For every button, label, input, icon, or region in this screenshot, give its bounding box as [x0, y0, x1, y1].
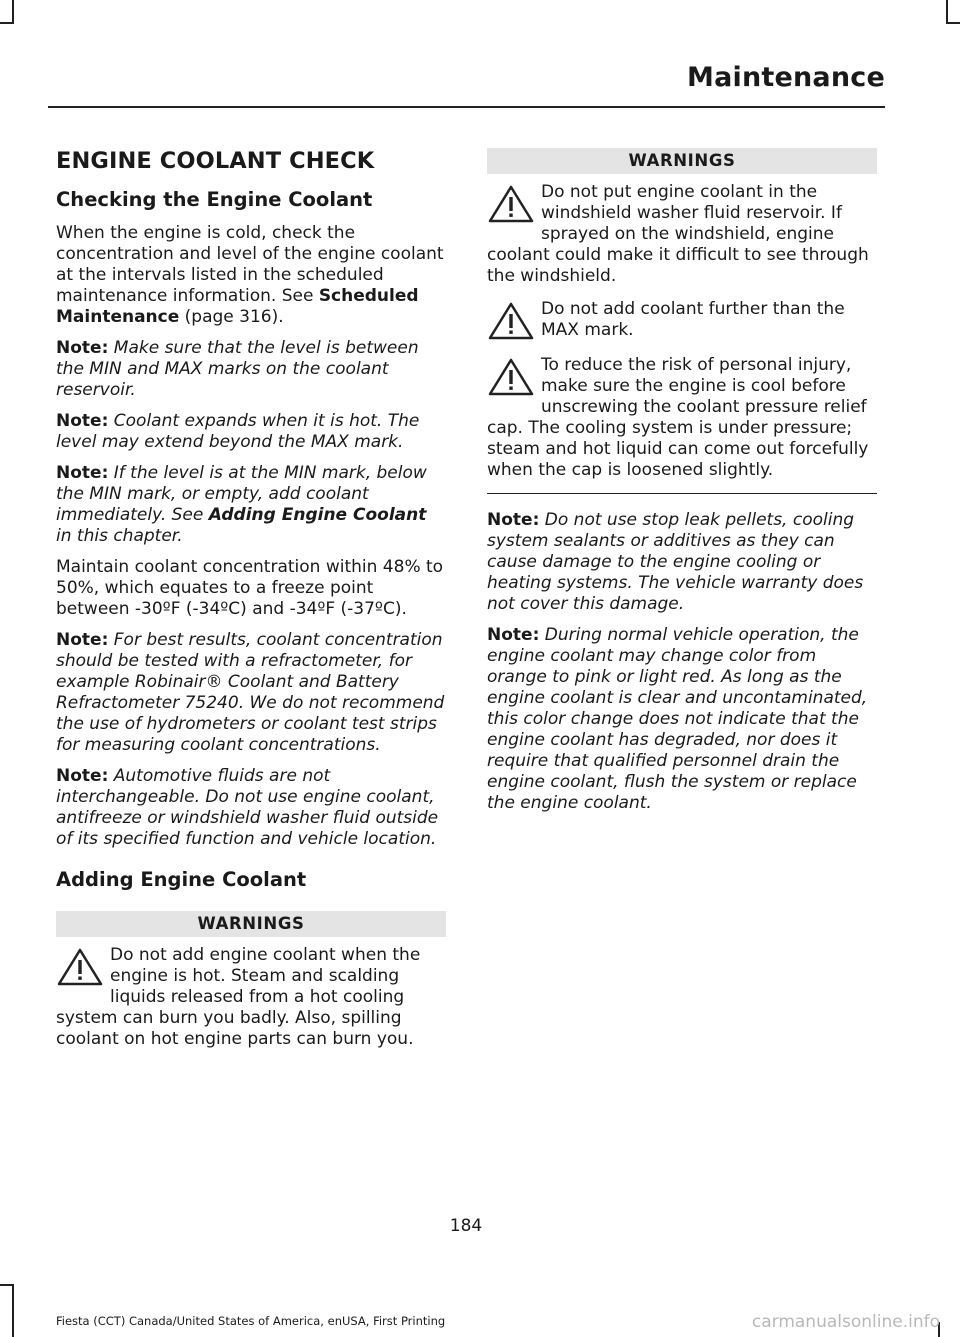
- intro-paragraph: When the engine is cold, check the concentration and level of the engine coolant at the intervals listed in the scheduled maintenance information. See Scheduled Maintenance (page 316).: [56, 223, 444, 327]
- note-paragraph: Note: Do not use stop leak pellets, cooling system sealants or additives as they can cause damage to the engine cooling or heating systems. The vehicle warranty does not cover this damage.: [487, 510, 864, 614]
- header-rule: [48, 106, 885, 108]
- watermark: carmanualsonline.info: [751, 1312, 940, 1332]
- link-scheduled-maintenance[interactable]: Scheduled Maintenance: [56, 286, 419, 327]
- warning-triangle-icon: [487, 301, 541, 343]
- warning-item: Do not add engine coolant when the engine is hot. Steam and scalding liquids released from a hot cooling system can burn you badly. Also, spilling coolant on hot engine parts can burn you.: [56, 945, 421, 1049]
- left-column: [56, 148, 446, 1062]
- crop-mark: [12, 1284, 14, 1337]
- warning-item: Do not put engine coolant in the windshield washer fluid reservoir. If sprayed on the windshield, engine coolant could make it difficult to see through the windshield.: [487, 182, 869, 286]
- warnings-end-rule: [487, 493, 877, 494]
- note-paragraph: Note: Coolant expands when it is hot. The level may extend beyond the MAX mark.: [56, 411, 420, 452]
- link-adding-engine-coolant[interactable]: Adding Engine Coolant: [208, 505, 427, 525]
- warning-triangle-icon: [56, 947, 110, 989]
- warning-triangle-icon: [487, 357, 541, 399]
- footer-text: Fiesta (CCT) Canada/United States of America, enUSA, First Printing: [56, 1314, 446, 1328]
- page-title: Maintenance: [687, 62, 885, 93]
- warnings-bar: WARNINGS: [56, 911, 446, 937]
- note-paragraph: Note: If the level is at the MIN mark, below the MIN mark, or empty, add coolant immediately. See Adding Engine Coolant in this chapter.: [56, 463, 427, 546]
- note-paragraph: Note: During normal vehicle operation, the engine coolant may change color from orange to pink or light red. As long as the engine coolant is clear and uncontaminated, this color change does not indicate that the engine coolant has degraded, nor does it require that qualified personnel drain the engine coolant, flush the system or replace the engine coolant.: [487, 625, 868, 813]
- crop-mark: [0, 22, 14, 24]
- subheading-checking: Checking the Engine Coolant: [56, 188, 373, 211]
- warning-item: Do not add coolant further than the MAX mark.: [487, 299, 877, 343]
- note-paragraph: Note: For best results, coolant concentration should be tested with a refractometer, for example Robinair® Coolant and Battery Refractometer 75240. We do not recommend the use of hydrometers or coolant test strips for measuring coolant concentrations.: [56, 630, 445, 755]
- crop-mark: [946, 22, 960, 24]
- warning-item: To reduce the risk of personal injury, make sure the engine is cool before unscrewing the coolant pressure relief cap. The cooling system is under pressure; steam and hot liquid can come out forcefully when the cap is loosened slightly.: [487, 355, 869, 480]
- concentration-paragraph: Maintain coolant concentration within 48% to 50%, which equates to a freeze point between -30ºF (-34ºC) and -34ºF (-37ºC).: [56, 557, 444, 619]
- right-column: [487, 148, 877, 824]
- crop-mark: [0, 1284, 14, 1286]
- warnings-bar: WARNINGS: [487, 148, 877, 174]
- crop-mark: [946, 0, 948, 24]
- crop-mark: [12, 0, 14, 24]
- warning-triangle-icon: [487, 184, 541, 226]
- note-paragraph: Note: Make sure that the level is between the MIN and MAX marks on the coolant reservoir.: [56, 338, 419, 400]
- note-paragraph: Note: Automotive fluids are not interchangeable. Do not use engine coolant, antifreeze or windshield washer fluid outside of its specified function and vehicle location.: [56, 766, 439, 849]
- section-heading: ENGINE COOLANT CHECK: [56, 148, 375, 174]
- subheading-adding: Adding Engine Coolant: [56, 868, 307, 891]
- page-number: 184: [449, 1216, 483, 1236]
